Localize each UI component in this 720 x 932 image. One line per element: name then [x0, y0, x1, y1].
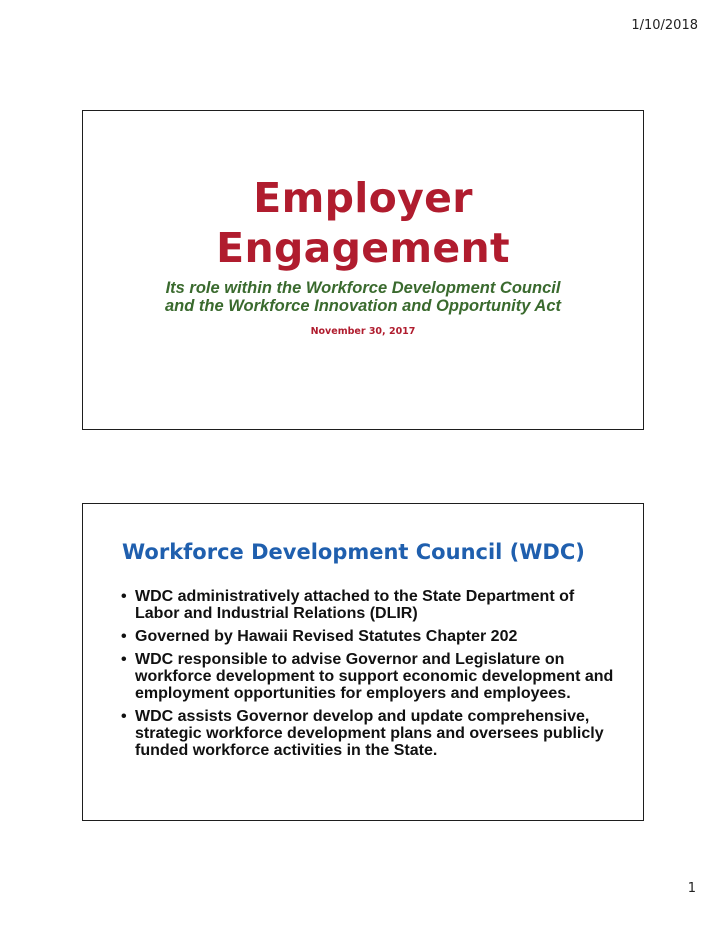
bullet-text: Governed by Hawaii Revised Statutes Chapter 202	[135, 628, 518, 645]
slide-heading: Workforce Development Council (WDC)	[122, 540, 585, 564]
wdc-overview-slide	[82, 503, 644, 821]
slide-title-line-1: Employer	[253, 174, 473, 222]
title-slide	[82, 110, 644, 430]
bullet-list	[121, 588, 621, 765]
bullet-item	[121, 708, 621, 759]
presentation-date: November 30, 2017	[310, 326, 416, 337]
bullet-icon: •	[121, 708, 127, 725]
slide-title	[83, 173, 643, 273]
bullet-icon: •	[121, 628, 127, 645]
document-date: 1/10/2018	[631, 18, 698, 33]
slide-title-line-2: Engagement	[216, 224, 510, 272]
bullet-item	[121, 588, 621, 622]
bullet-icon: •	[121, 651, 127, 668]
slide-subtitle	[83, 279, 643, 315]
bullet-item	[121, 628, 621, 645]
bullet-text: WDC responsible to advise Governor and Legislature on workforce development to support economic development and employment opportunities for employers and employees.	[135, 651, 614, 702]
slide-subtitle-line-2: and the Workforce Innovation and Opportunity Act	[164, 297, 561, 315]
slide-subtitle-line-1: Its role within the Workforce Development Council	[165, 279, 561, 297]
bullet-icon: •	[121, 588, 127, 605]
bullet-text: WDC administratively attached to the State Department of Labor and Industrial Relations (DLIR)	[135, 588, 575, 622]
bullet-text: WDC assists Governor develop and update comprehensive, strategic workforce development plans and oversees publicly funded workforce activities in the State.	[135, 708, 604, 759]
bullet-item	[121, 651, 621, 702]
page-number: 1	[687, 881, 696, 896]
